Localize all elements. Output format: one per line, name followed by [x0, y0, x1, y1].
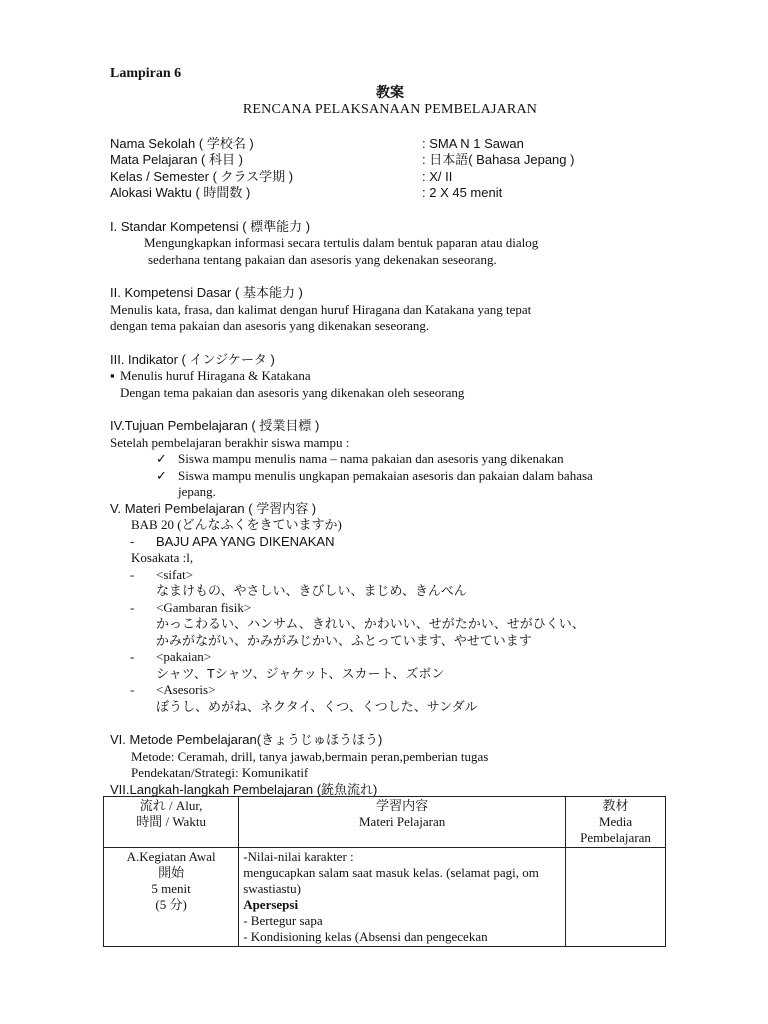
header-text: 学習内容	[376, 798, 429, 813]
section-text: Mengungkapkan informasi secara tertulis dalam bentuk paparan atau dialog	[144, 235, 539, 250]
dash-marker: -	[130, 682, 135, 697]
table-header-cell	[239, 797, 566, 848]
dash-marker: -	[130, 649, 135, 664]
vocab-words: かっこわるい、ハンサム、きれい、かわいい、せがたかい、せがひくい、	[156, 616, 585, 631]
checkmark-icon: ✓	[156, 467, 167, 483]
info-row	[110, 152, 670, 169]
page-title: RENCANA PELAKSANAAN PEMBELAJARAN	[242, 102, 538, 117]
vocab-label: <Gambaran fisik>	[156, 599, 252, 615]
table-row	[104, 848, 666, 947]
bullet-icon: ▪	[110, 368, 115, 383]
section-heading: VI. Metode Pembelajaran(きょうじゅほうほう)	[110, 732, 383, 747]
cell-text: A.Kegiatan Awal	[126, 849, 216, 864]
section-text: Pendekatan/Strategi: Komunikatif	[131, 765, 309, 780]
list-item-text: BAJU APA YANG DIKENAKAN	[156, 533, 335, 549]
info-key: Mata Pelajaran ( 科目 )	[110, 152, 243, 167]
section-kompetensi-dasar	[110, 285, 670, 335]
dash-marker: -	[130, 566, 135, 582]
cell-text: - Kondisioning kelas (Absensi dan pengecekan	[243, 929, 488, 944]
list-item	[110, 451, 670, 468]
list-item-text: Siswa mampu menulis ungkapan pemakaian asesoris dan pakaian dalam bahasa jepang.	[178, 467, 593, 499]
header-text: Materi Pelajaran	[359, 814, 446, 829]
table-cell-materi	[239, 848, 566, 947]
vocab-words: なまけもの、やさしい、きびしい、まじめ、きんべん	[156, 583, 467, 598]
cell-text: mengucapkan salam saat masuk kelas. (selamat pagi, om swastiastu)	[243, 865, 539, 896]
info-key: Kelas / Semester ( クラス学期 )	[110, 168, 294, 184]
list-item	[110, 368, 670, 385]
section-tujuan	[110, 418, 670, 501]
list-item	[110, 468, 670, 501]
lesson-steps-table	[103, 796, 666, 947]
header-text: Media	[598, 814, 633, 829]
cell-text: Apersepsi	[243, 897, 299, 912]
section-text: Metode: Ceramah, drill, tanya jawab,bermain peran,pemberian tugas	[131, 748, 489, 764]
info-value: : 2 X 45 menit	[422, 185, 503, 200]
section-heading: I. Standar Kompetensi ( 標準能力 )	[110, 218, 311, 234]
header-text: 教材	[602, 798, 629, 813]
list-item	[110, 567, 670, 584]
section-text: Dengan tema pakaian dan asesoris yang dikenakan oleh seseorang	[120, 384, 465, 400]
section-text: Setelah pembelajaran berakhir siswa mampu :	[110, 434, 350, 450]
section-heading: III. Indikator ( インジケータ )	[110, 351, 275, 367]
info-value: : SMA N 1 Sawan	[422, 135, 524, 151]
info-row	[110, 185, 670, 202]
section-text: BAB 20 (どんなふくをきていますか)	[131, 517, 342, 532]
header-text: 流れ / Alur,	[139, 798, 203, 813]
vocab-label: <Asesoris>	[156, 682, 216, 697]
cell-text: 開始	[158, 865, 185, 880]
cell-text: 5 menit	[151, 881, 191, 896]
list-item-text: Menulis huruf Hiragana & Katakana	[120, 368, 311, 383]
document-page	[110, 66, 670, 798]
info-row	[110, 169, 670, 186]
section-materi	[110, 501, 670, 716]
table-header-cell	[566, 797, 666, 848]
section-text: Menulis kata, frasa, dan kalimat dengan huruf Hiragana dan Katakana yang tepat	[110, 301, 532, 317]
info-row	[110, 136, 670, 153]
section-text: dengan tema pakaian dan asesoris yang dikenakan seseorang.	[110, 318, 430, 333]
section-text: sederhana tentang pakaian dan asesoris yang dekenakan seseorang.	[148, 251, 497, 267]
checkmark-icon: ✓	[156, 451, 167, 466]
list-item	[110, 649, 670, 666]
section-heading: II. Kompetensi Dasar ( 基本能力 )	[110, 285, 303, 300]
list-item	[110, 534, 670, 551]
table-cell-alur	[104, 848, 239, 947]
vocab-words: ぼうし、めがね、ネクタイ、くつ、くつした、サンダル	[156, 698, 478, 714]
vocab-label: <pakaian>	[156, 649, 212, 664]
vocab-words: かみがながい、かみがみじかい、ふとっています、やせています	[156, 632, 532, 648]
section-standar-kompetensi	[110, 219, 670, 269]
section-heading: IV.Tujuan Pembelajaran ( 授業目標 )	[110, 418, 320, 433]
section-metode	[110, 732, 670, 782]
table-header-row	[104, 797, 666, 848]
info-key: Alokasi Waktu ( 時間数 )	[110, 185, 251, 200]
section-heading: V. Materi Pembelajaran ( 学習内容 )	[110, 500, 317, 516]
table-header-cell	[104, 797, 239, 848]
header-text: 時間 / Waktu	[136, 814, 206, 829]
info-key: Nama Sekolah ( 学校名 )	[110, 135, 254, 151]
vocab-label: <sifat>	[156, 566, 194, 582]
list-item-text: Siswa mampu menulis nama – nama pakaian dan asesoris yang dikenakan	[178, 451, 564, 466]
cell-text: -Nilai-nilai karakter :	[243, 849, 354, 864]
section-heading: VII.Langkah-langkah Pembelajaran (銃魚流れ)	[110, 781, 378, 797]
header-text: Pembelajaran	[580, 830, 651, 845]
lampiran-label: Lampiran 6	[110, 66, 182, 81]
list-item	[110, 600, 670, 617]
title-japanese: 教案	[376, 85, 404, 101]
dash-marker: -	[130, 599, 135, 615]
section-indikator	[110, 352, 670, 402]
cell-text: - Bertegur sapa	[243, 913, 323, 928]
section-text: Kosakata :l,	[131, 550, 194, 565]
dash-marker: -	[130, 533, 135, 549]
info-value: : X/ II	[422, 168, 453, 184]
identity-block	[110, 136, 670, 202]
list-item	[110, 682, 670, 699]
cell-text: (5 分)	[155, 897, 187, 912]
table-cell-media	[566, 848, 666, 947]
vocab-words: シャツ、Tシャツ、ジャケット、スカート、ズボン	[156, 665, 445, 681]
info-value: : 日本語( Bahasa Jepang )	[422, 152, 575, 167]
